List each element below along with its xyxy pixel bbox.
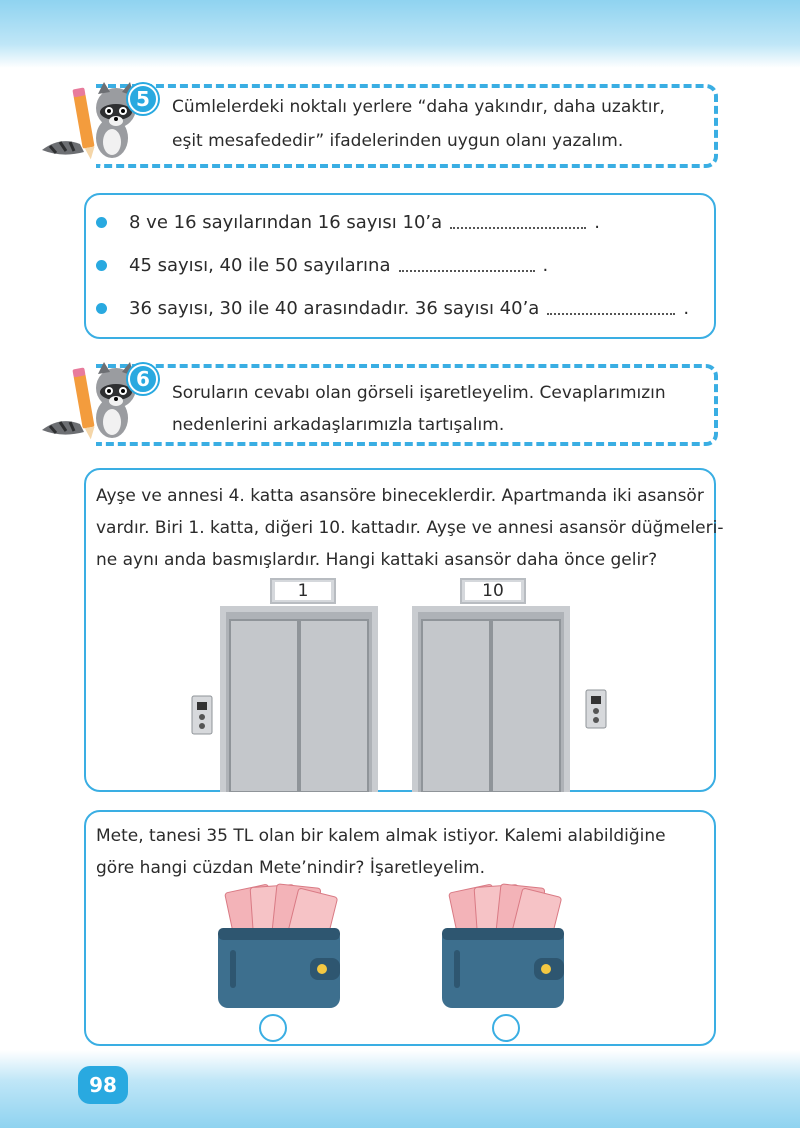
elevator-left-floor: 1 xyxy=(275,582,331,600)
elevator-right-floor-sign xyxy=(460,578,526,604)
exercise5-instruction-line1: Cümlelerdeki noktalı yerlere “daha yakındır, daha uzaktır, xyxy=(172,97,665,117)
elevator-right-floor: 10 xyxy=(465,582,521,600)
answer-blank[interactable] xyxy=(450,221,586,229)
answer-blank[interactable] xyxy=(399,264,535,272)
elevator-left[interactable] xyxy=(190,604,390,792)
elevator-left-floor-sign xyxy=(270,578,336,604)
item-end: . xyxy=(594,212,600,233)
bullet-icon xyxy=(96,303,107,314)
list-item xyxy=(96,255,548,276)
exercise6-number-badge: 6 xyxy=(128,364,158,394)
answer-blank[interactable] xyxy=(547,307,675,315)
item-text: 36 sayısı, 30 ile 40 arasındadır. 36 sayısı 40’a xyxy=(129,298,540,319)
top-band xyxy=(0,0,800,68)
item-end: . xyxy=(683,298,690,319)
question1-line2: vardır. Biri 1. katta, diğeri 10. kattadır. Ayşe ve annesi asansör düğmeleri- xyxy=(96,518,724,538)
wallet-left-icon[interactable] xyxy=(214,882,344,1012)
question1-line3: ne aynı anda basmışlardır. Hangi kattaki asansör daha önce gelir? xyxy=(96,550,658,570)
raccoon-mascot-icon xyxy=(40,358,140,448)
bullet-icon xyxy=(96,260,107,271)
bullet-icon xyxy=(96,217,107,228)
question1-line1: Ayşe ve annesi 4. katta asansöre bineceklerdir. Apartmanda iki asansör xyxy=(96,486,704,506)
list-item xyxy=(96,298,689,319)
question2-line1: Mete, tanesi 35 TL olan bir kalem almak istiyor. Kalemi alabildiğine xyxy=(96,826,666,846)
item-text: 45 sayısı, 40 ile 50 sayılarına xyxy=(129,255,391,276)
item-end: . xyxy=(542,255,549,276)
exercise6-instruction-line1: Soruların cevabı olan görseli işaretleyelim. Cevaplarımızın xyxy=(172,383,666,403)
elevator-right[interactable] xyxy=(410,604,610,792)
wallet-left-answer-circle[interactable] xyxy=(259,1014,287,1042)
wallet-right-icon[interactable] xyxy=(438,882,568,1012)
list-item xyxy=(96,212,600,233)
page-number: 98 xyxy=(78,1066,128,1104)
question2-line2: göre hangi cüzdan Mete’nindir? İşaretleyelim. xyxy=(96,858,485,878)
wallet-right-answer-circle[interactable] xyxy=(492,1014,520,1042)
raccoon-mascot-icon xyxy=(40,78,140,168)
exercise5-instruction-line2: eşit mesafededir” ifadelerinden uygun olanı yazalım. xyxy=(172,131,624,151)
item-text: 8 ve 16 sayılarından 16 sayısı 10’a xyxy=(129,212,443,233)
exercise6-instruction-line2: nedenlerini arkadaşlarımızla tartışalım. xyxy=(172,415,505,435)
exercise5-number-badge: 5 xyxy=(128,84,158,114)
